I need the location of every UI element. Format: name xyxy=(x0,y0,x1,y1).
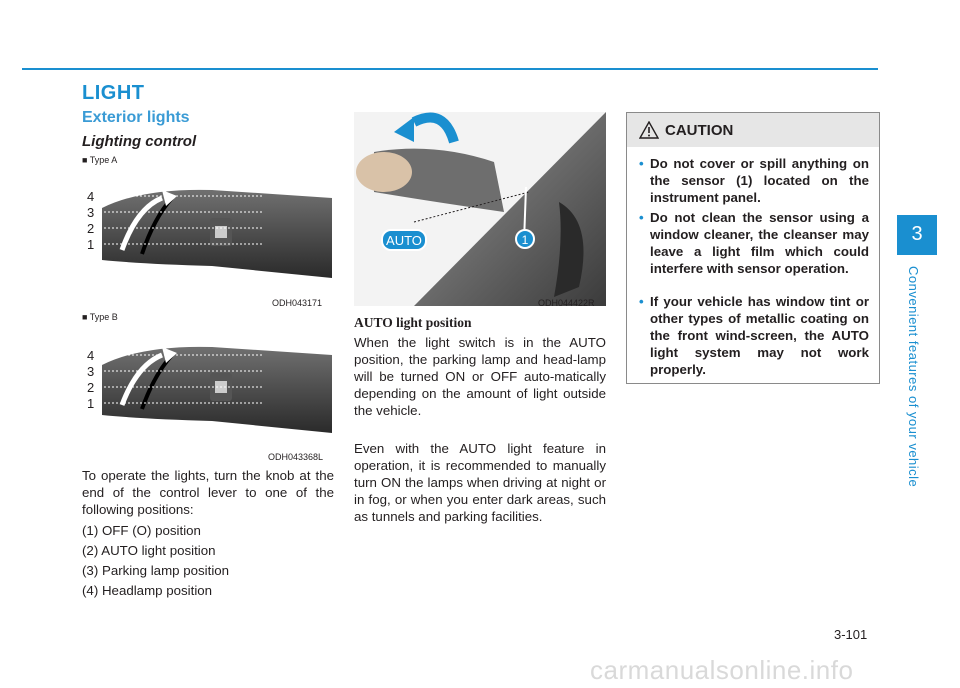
caution-item-text: Do not clean the sensor using a window cleaner, the cleanser may leave a light film which could interfere with sensor operation. xyxy=(650,210,869,276)
watermark: carmanualsonline.info xyxy=(590,655,854,685)
bullet-icon: • xyxy=(639,210,644,225)
pos-2: 2 xyxy=(87,380,95,395)
fig-b-label: ■ Type B xyxy=(82,312,118,322)
pos-3: 3 xyxy=(87,205,95,220)
caution-header xyxy=(627,113,879,147)
chapter-title: Convenient features of your vehicle xyxy=(906,266,921,488)
list-item-3: (3) Parking lamp position xyxy=(82,563,230,578)
fig-a-label: ■ Type A xyxy=(82,155,118,165)
top-rule xyxy=(22,68,878,70)
fig-b-code: ODH043368L xyxy=(268,452,324,462)
fig-c-code: ODH044422R xyxy=(538,298,595,308)
light-switch-illustration-a xyxy=(82,168,332,296)
auto-heading: AUTO light position xyxy=(354,315,472,330)
pos-3: 3 xyxy=(87,364,95,379)
auto-badge-text: AUTO xyxy=(386,233,422,248)
list-item-1: (1) OFF (O) position xyxy=(82,523,201,538)
light-switch-illustration-b xyxy=(82,325,332,450)
chapter-tab xyxy=(897,215,937,255)
list-item-4: (4) Headlamp position xyxy=(82,583,213,598)
figure-type-b xyxy=(82,325,332,450)
pos-4: 4 xyxy=(87,348,95,363)
chapter-number: 3 xyxy=(911,223,923,245)
pos-1: 1 xyxy=(87,237,95,252)
auto-sensor-illustration xyxy=(354,112,606,306)
figure-type-a xyxy=(82,168,332,296)
bullet-icon: • xyxy=(639,294,644,309)
fig-a-code: ODH043171 xyxy=(272,298,323,308)
auto-paragraph-2: Even with the AUTO light feature in operation, it is recommended to manually turn ON the lamps when driving at night or in fog, or when you enter dark areas, such as tunnels and parking facilities. xyxy=(354,441,606,524)
caution-item-3 xyxy=(639,293,869,378)
caution-box xyxy=(626,112,880,384)
list-item-2: (2) AUTO light position xyxy=(82,543,216,558)
caution-item-text: Do not cover or spill anything on the sensor (1) located on the instrument panel. xyxy=(650,156,869,205)
auto-paragraph-1: When the light switch is in the AUTO position, the parking lamp and head-lamp will be turned ON or OFF auto-matically depending on the amount of light outside the vehicle. xyxy=(354,335,606,418)
warning-triangle-icon xyxy=(639,121,659,139)
intro-paragraph: To operate the lights, turn the knob at the end of the control lever to one of the following positions: xyxy=(82,468,334,517)
sensor-number: 1 xyxy=(521,233,529,247)
pos-1: 1 xyxy=(87,396,95,411)
section-title: LIGHT xyxy=(82,82,145,104)
page-number: 3-101 xyxy=(834,627,868,642)
figure-auto-sensor xyxy=(354,112,606,306)
subsubtitle: Lighting control xyxy=(82,133,197,150)
pos-4: 4 xyxy=(87,189,95,204)
bullet-icon: • xyxy=(639,156,644,171)
caution-item-1 xyxy=(639,155,869,206)
pos-2: 2 xyxy=(87,221,95,236)
caution-item-2 xyxy=(639,209,869,277)
caution-item-text: If your vehicle has window tint or other types of metallic coating on the front wind-screen, the AUTO light system may not work properly. xyxy=(650,294,869,377)
caution-title: CAUTION xyxy=(665,122,734,139)
subtitle: Exterior lights xyxy=(82,109,190,126)
